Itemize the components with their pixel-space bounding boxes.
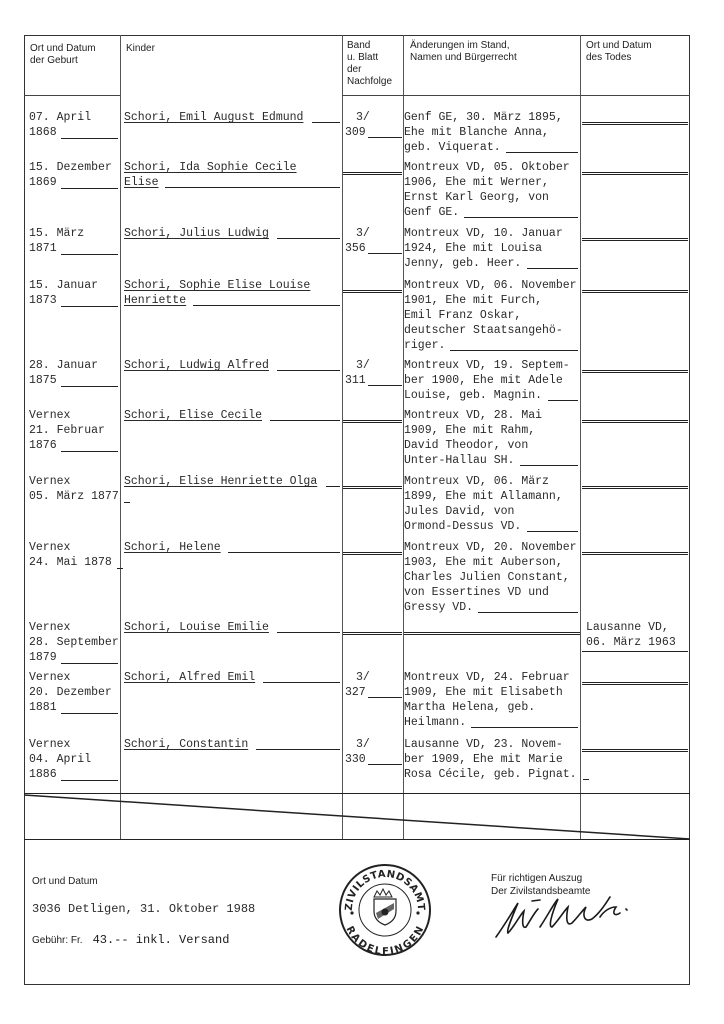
birth-date: 15. März [29,227,85,240]
status-change: von Essertines VD und [404,586,549,599]
col-divider [342,35,343,840]
header-birth [30,43,96,67]
coat-of-arms-icon [374,889,396,925]
fill-line [124,502,130,503]
place-date-label: Ort und Datum [32,876,98,887]
fill-line [582,651,688,652]
child-name: Schori, Elise Cecile [124,409,263,422]
status-change: Montreux VD, 28. Mai [404,409,543,422]
birth-date: 1869 [29,176,57,189]
status-change: David Theodor, von [404,439,529,452]
header-volume-line: Band [347,40,371,51]
birth-date: 24. Mai 1878 [29,556,112,569]
fill-line [368,253,402,254]
header-volume-line: Nachfolge [347,76,393,87]
double-fill-line [404,632,580,635]
header-changes-line: Änderungen im Stand, [410,40,510,51]
volume-ref: 330 [345,753,366,766]
volume-ref: 327 [345,686,366,699]
col-divider [580,35,581,840]
child-name: Elise [124,176,159,189]
fill-line [583,779,589,780]
birth-date: Vernex [29,541,71,554]
birth-date: 05. März 1877 [29,490,119,503]
fill-line [506,152,578,153]
fill-line [270,420,340,421]
status-change: Ormond-Dessus VD. [404,520,522,533]
fill-line [368,385,402,386]
col-divider [120,35,121,840]
stamp-top-text: ZIVILSTANDSAMT [343,868,427,912]
stamp-bottom-text: RADELFINGEN [343,924,427,957]
fill-line [368,764,402,765]
birth-date: 04. April [29,753,92,766]
status-change: Martha Helena, geb. [404,701,536,714]
header-volume-line: u. Blatt [347,52,379,63]
birth-date: 21. Februar [29,424,105,437]
fill-line [464,217,578,218]
header-changes-line: Namen und Bürgerrecht [410,52,517,63]
birth-date: 1875 [29,374,57,387]
header-children-label: Kinder [126,43,155,54]
status-change: Montreux VD, 20. November [404,541,577,554]
fill-line [527,268,578,269]
status-change: Ehe mit Blanche Anna, [404,126,549,139]
fill-line [326,486,340,487]
birth-date: 1873 [29,294,57,307]
double-fill-line [582,749,688,752]
birth-date: 1881 [29,701,57,714]
fill-line [165,187,340,188]
status-change: Emil Franz Oskar, [404,309,522,322]
fill-line [61,138,118,139]
birth-date: Vernex [29,671,71,684]
status-change: Gressy VD. [404,601,474,614]
double-fill-line [343,486,402,489]
fee-label: Gebühr: Fr. [32,935,83,946]
fill-line [312,122,340,123]
birth-date: 1876 [29,439,57,452]
signature [492,893,642,943]
fill-line [277,238,340,239]
status-change: Ernst Karl Georg, von [404,191,549,204]
child-name: Henriette [124,294,187,307]
status-change: 1909, Ehe mit Rahm, [404,424,536,437]
status-change: Genf GE. [404,206,460,219]
volume-ref: 3/ [356,227,370,240]
status-change: deutscher Staatsangehö- [404,324,563,337]
status-change: 1899, Ehe mit Allamann, [404,490,563,503]
death-info: 06. März 1963 [586,636,676,649]
child-name: Schori, Louise Emilie [124,621,269,634]
child-name: Schori, Helene [124,541,221,554]
status-change: 1903, Ehe mit Auberson, [404,556,563,569]
official-stamp [338,863,432,957]
double-fill-line [582,420,688,423]
status-change: Lausanne VD, 23. Novem- [404,738,563,751]
fill-line [61,451,118,452]
status-change: Jenny, geb. Heer. [404,257,522,270]
volume-ref: 309 [345,126,366,139]
double-fill-line [582,290,688,293]
status-change: Unter-Hallau SH. [404,454,515,467]
birth-date: 1879 [29,651,57,664]
fill-line [548,400,578,401]
header-death-line: Ort und Datum [586,40,652,51]
fill-line [478,612,578,613]
volume-ref: 3/ [356,359,370,372]
child-name: Schori, Elise Henriette Olga [124,475,318,488]
birth-date: 15. Dezember [29,161,112,174]
status-change: 1906, Ehe mit Werner, [404,176,549,189]
svg-text:RADELFINGEN [344,925,427,957]
fill-line [61,780,118,781]
header-birth-line: der Geburt [30,55,78,66]
fill-line [277,370,340,371]
status-change: ber 1909, Ehe mit Marie [404,753,563,766]
status-change: Montreux VD, 24. Februar [404,671,570,684]
birth-date: Vernex [29,475,71,488]
volume-ref: 3/ [356,111,370,124]
cancel-diagonal-line [24,793,690,843]
birth-date: 1886 [29,768,57,781]
fill-line [520,465,578,466]
fill-line [193,305,340,306]
birth-date: 28. September [29,636,119,649]
double-fill-line [343,420,402,423]
status-change: Charles Julien Constant, [404,571,570,584]
birth-date: 20. Dezember [29,686,112,699]
header-death-line: des Todes [586,52,632,63]
birth-date: 07. April [29,111,92,124]
header-birth-line: Ort und Datum [30,43,96,54]
fill-line [61,386,118,387]
fill-line [256,749,340,750]
double-fill-line [582,172,688,175]
double-fill-line [343,552,402,555]
fill-line [61,254,118,255]
header-divider [342,95,690,96]
fill-line [117,568,123,569]
birth-date: 1868 [29,126,57,139]
birth-date: 28. Januar [29,359,99,372]
double-fill-line [343,290,402,293]
fill-line [263,682,340,683]
status-change: Rosa Cécile, geb. Pignat. [404,768,577,781]
child-name: Schori, Alfred Emil [124,671,256,684]
status-change: 1924, Ehe mit Louisa [404,242,543,255]
status-change: Montreux VD, 06. November [404,279,577,292]
header-death [586,40,652,64]
header-children [126,43,155,55]
birth-date: 1871 [29,242,57,255]
child-name: Schori, Constantin [124,738,249,751]
double-fill-line [582,122,688,125]
status-change: Louise, geb. Magnin. [404,389,543,402]
certify-line-2: Der Zivilstandsbeamte [491,886,591,897]
child-name: Schori, Ludwig Alfred [124,359,269,372]
status-change: 1901, Ehe mit Furch, [404,294,543,307]
status-change: ber 1900, Ehe mit Adele [404,374,563,387]
child-name: Schori, Emil August Edmund [124,111,304,124]
double-fill-line [582,238,688,241]
volume-ref: 356 [345,242,366,255]
child-name: Schori, Ida Sophie Cecile [124,161,297,174]
header-volume-line: der [347,64,362,75]
fee-value: 43.-- inkl. Versand [92,933,230,947]
volume-ref: 3/ [356,671,370,684]
status-change: Genf GE, 30. März 1895, [404,111,563,124]
status-change: Montreux VD, 06. März [404,475,549,488]
header-volume [347,40,392,88]
double-fill-line [582,682,688,685]
fill-line [61,188,118,189]
fee-row [32,930,229,948]
fill-line [228,552,340,553]
status-change: Montreux VD, 19. Septem- [404,359,570,372]
child-name: Schori, Julius Ludwig [124,227,269,240]
fill-line [61,713,118,714]
fill-line [527,531,578,532]
certify-line-1: Für richtigen Auszug [491,873,583,884]
status-change: riger. [404,339,446,352]
header-divider [24,95,120,96]
death-info: Lausanne VD, [586,621,669,634]
status-change: Montreux VD, 05. Oktober [404,161,570,174]
fill-line [61,663,118,664]
double-fill-line [343,172,402,175]
status-change: 1909, Ehe mit Elisabeth [404,686,563,699]
header-changes [410,40,517,64]
fill-line [277,632,340,633]
volume-ref: 311 [345,374,366,387]
birth-date: Vernex [29,738,71,751]
child-name: Schori, Sophie Elise Louise [124,279,311,292]
status-change: geb. Viquerat. [404,141,501,154]
fill-line [61,306,118,307]
double-fill-line [582,486,688,489]
double-fill-line [582,552,688,555]
birth-date: 15. Januar [29,279,99,292]
double-fill-line [582,370,688,373]
status-change: Montreux VD, 10. Januar [404,227,563,240]
fill-line [471,727,578,728]
double-fill-line [343,632,402,635]
fill-line [368,697,402,698]
status-change: Jules David, von [404,505,515,518]
volume-ref: 3/ [356,738,370,751]
birth-date: Vernex [29,409,71,422]
status-change: Heilmann. [404,716,467,729]
place-date-value: 3036 Detligen, 31. Oktober 1988 [32,902,256,916]
birth-date: Vernex [29,621,71,634]
fill-line [450,350,578,351]
fill-line [368,137,402,138]
